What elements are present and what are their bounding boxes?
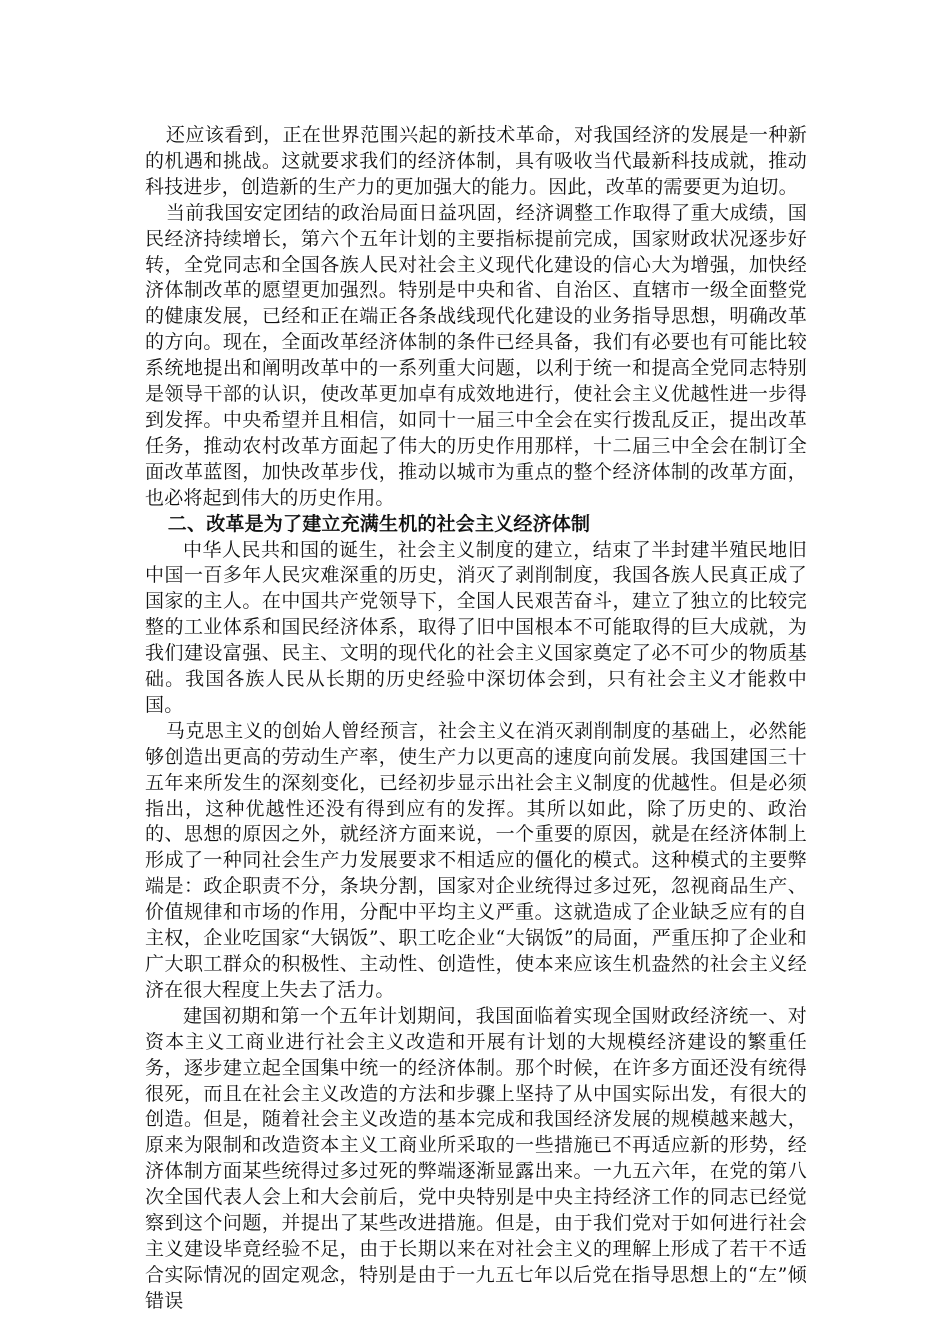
paragraph-early-period: 建国初期和第一个五年计划期间，我国面临着实现全国财政经济统一、对资本主义工商业进行社会主义改造和开展有计划的大规模经济建设的繁重任务，逐步建立起全国集中统一的经济体制。那个时候，在许多方面还没有统得很死，而且在社会主义改造的方法和步骤上坚持了从中国实际出发，有很大的创造。但是，随着社会主义改造的基本完成和我国经济发展的规模越来越大，原来为限制和改造资本主义工商业所采取的一些措施已不再适应新的形势，经济体制方面某些统得过多过死的弊端逐渐显露出来。一九五六年，在党的第八次全国代表人会上和大会前后，党中央特别是中央主持经济工作的同志已经觉察到这个问题，并提出了某些改进措施。但是，由于我们党对于如何进行社会主义建设毕竟经验不足，由于长期以来在对社会主义的理解上形成了若干不适合实际情况的固定观念，特别是由于一九五七年以后党在指导思想上的“左”倾错误 [145, 1004, 807, 1312]
paragraph-tech-revolution: 还应该看到，正在世界范围兴起的新技术革命，对我国经济的发展是一种新的机遇和挑战。这就要求我们的经济体制，具有吸收当代最新科技成就，推动科技进步，创造新的生产力的更加强大的能力。因此，改革的需要更为迫切。 [145, 124, 807, 198]
section-heading: 二、改革是为了建立充满生机的社会主义经济体制 [167, 512, 591, 535]
document-page [145, 123, 807, 1315]
paragraph-founding: 中华人民共和国的诞生，社会主义制度的建立，结束了半封建半殖民地旧中国一百多年人民灾难深重的历史，消灭了剥削制度，我国各族人民真正成了国家的主人。在中国共产党领导下，全国人民艰苦奋斗，建立了独立的比较完整的工业体系和国民经济体系，取得了旧中国根本不可能取得的巨大成就，为我们建设富强、民主、文明的现代化的社会主义国家奠定了必不可少的物质基础。我国各族人民从长期的历史经验中深切体会到，只有社会主义才能救中国。 [145, 538, 807, 716]
paragraph-current-situation: 当前我国安定团结的政治局面日益巩固，经济调整工作取得了重大成绩，国民经济持续增长，第六个五年计划的主要指标提前完成，国家财政状况逐步好转，全党同志和全国各族人民对社会主义现代化建设的信心大为增强，加快经济体制改革的愿望更加强烈。特别是中央和省、自治区、直辖市一级全面整党的健康发展，已经和正在端正各条战线现代化建设的业务指导思想，明确改革的方向。现在，全面改革经济体制的条件已经具备，我们有必要也有可能比较系统地提出和阐明改革中的一系列重大问题，以利于统一和提高全党同志特别是领导干部的认识，使改革更加卓有成效地进行，使社会主义优越性进一步得到发挥。中央希望并且相信，如同十一届三中全会在实行拨乱反正，提出改革任务，推动农村改革方面起了伟大的历史作用那样，十二届三中全会在制订全面改革蓝图，加快改革步伐，推动以城市为重点的整个经济体制的改革方面，也必将起到伟大的历史作用。 [145, 201, 807, 509]
paragraph-marxism: 马克思主义的创始人曾经预言，社会主义在消灭剥削制度的基础上，必然能够创造出更高的劳动生产率，使生产力以更高的速度向前发展。我国建国三十五年来所发生的深刻变化，已经初步显示出社会主义制度的优越性。但是必须指出，这种优越性还没有得到应有的发挥。其所以如此，除了历史的、政治的、思想的原因之外，就经济方面来说，一个重要的原因，就是在经济体制上形成了一种同社会生产力发展要求不相适应的僵化的模式。这种模式的主要弊端是：政企职责不分，条块分割，国家对企业统得过多过死，忽视商品生产、价值规律和市场的作用，分配中平均主义严重。这就造成了企业缺乏应有的自主权，企业吃国家“大锅饭”、职工吃企业“大锅饭”的局面，严重压抑了企业和广大职工群众的积极性、主动性、创造性，使本来应该生机盎然的社会主义经济在很大程度上失去了活力。 [145, 719, 807, 1001]
